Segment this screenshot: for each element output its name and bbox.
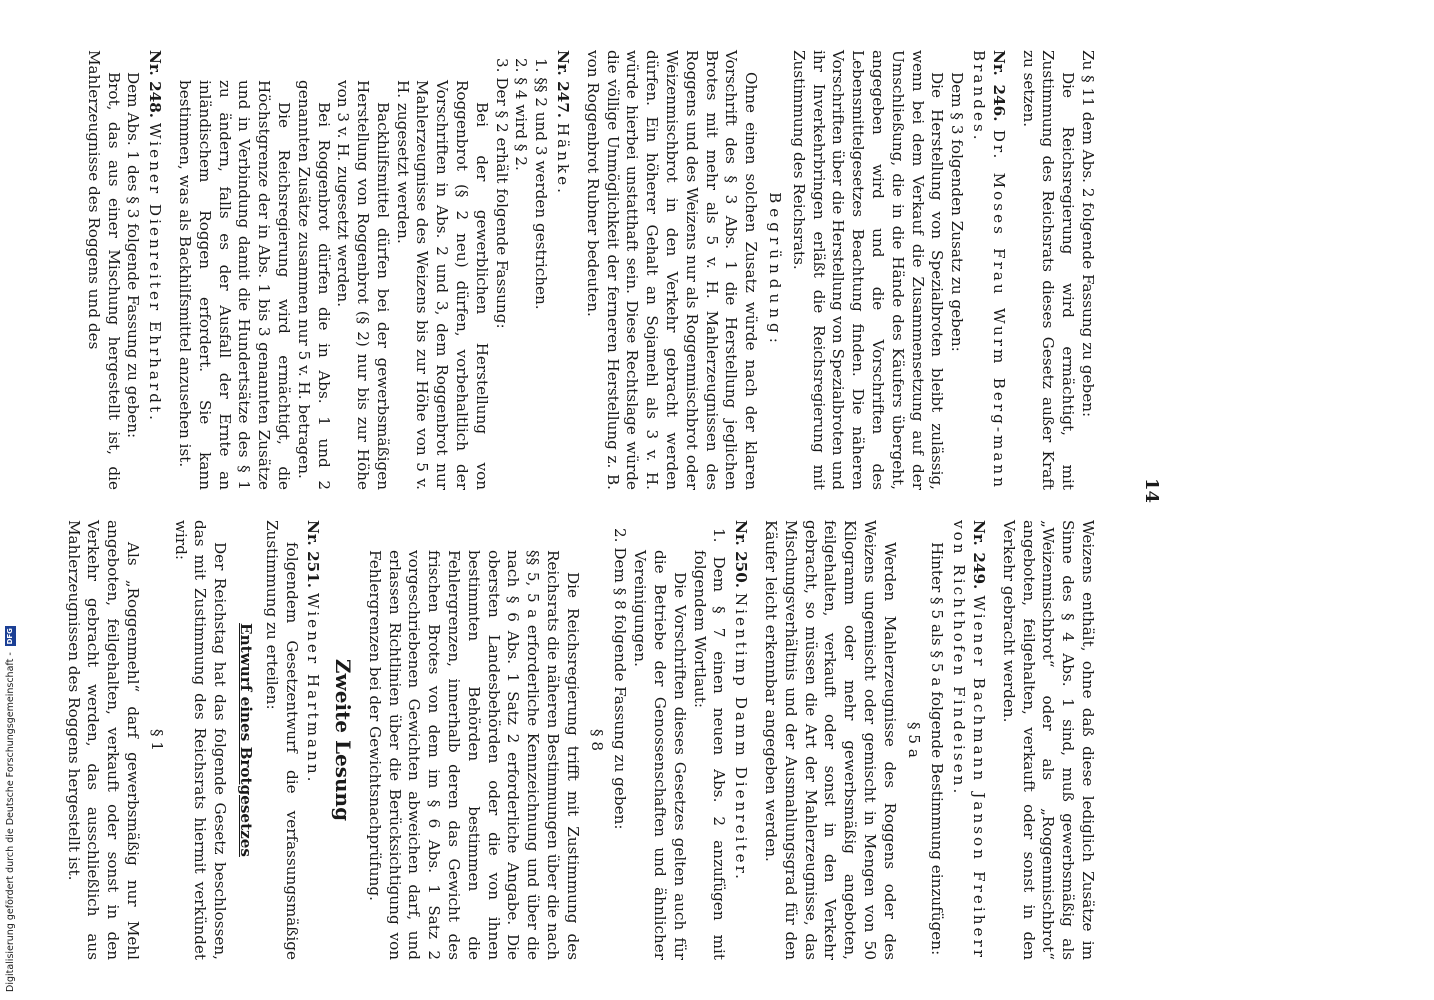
second-reading-heading: Zweite Lesung	[331, 658, 356, 822]
motion-authors: Hänke.	[554, 122, 573, 196]
continued-body: Weizens enthält, ohne daß diese lediglich Zusätze im Sinne des § 4 Abs. 1 sind, muß gewerbsmäßig als „Weizenmischbrot“ oder als „Roggenmischbrot“ angeboten, feilgehalten, verkauft oder sonst in den Verkehr gebracht werden.	[999, 520, 1097, 960]
motion-251-lead: folgendem Gesetzentwurf die verfassungsmäßige Zustimmung zu erteilen:	[262, 520, 301, 960]
intro-instruction: Zu § 11 dem Abs. 2 folgende Fassung zu geben:	[1079, 50, 1097, 418]
motion-247-item-3-para: Bei Roggenbrot dürfen die in Abs. 1 und 2 genannten Zusätze zusammen nur 5 v. H. betragen.	[294, 80, 333, 490]
motion-246-reason-title: Begründung:	[766, 192, 785, 348]
left-column	[83, 50, 1097, 490]
motion-249-body: Werden Mahlerzeugnisse des Roggens oder des Weizens ungemischt oder gemischt in Mengen von 50 Kilogramm oder mehr gewerbsmäßig angeboten, feilgehalten, verkauft oder sonst in den Verkehr gebracht, so müssen die Art der Mahlerzeugnisse, das Mischungsverhältnis und der Ausmahlungsgrad für den Käufer leicht erkennbar angegeben werden.	[762, 520, 899, 960]
motion-authors: Wiener Hartmann.	[304, 592, 323, 785]
motion-247-heading	[552, 50, 572, 490]
digitization-credit	[0, 0, 20, 1000]
motion-authors: Nientimp Damm Dienreiter.	[732, 592, 751, 882]
motion-250-heading	[730, 520, 750, 960]
motion-250-item-1: 1. Dem § 7 einen neuen Abs. 2 anzufügen mit folgendem Wortlaut:	[690, 528, 729, 960]
draft-law-body: Der Reichstag hat das folgende Gesetz beschlossen, das mit Zustimmung des Reichsrats hiermit verkündet wird:	[171, 520, 230, 960]
motion-249-lead: Hinter § 5 als § 5 a folgende Bestimmung einzufügen:	[928, 542, 947, 956]
motion-number: Nr. 246.	[989, 50, 1008, 122]
motion-246-reason-body: Ohne einen solchen Zusatz würde nach der klaren Vorschrift des § 3 Abs. 1 die Herstellung jeglichen Brotes mit mehr als 5 v. H. Mahlerzeugnissen des Roggens und des Weizens nur als Roggenmischbrot oder Weizenmischbrot in den Verkehr gebracht werden dürfen. Ein höherer Gehalt an Sojamehl als 3 v. H. würde hierbei unstatthaft sein. Diese Rechtslage würde die völlige Unmöglichkeit der ferneren Herstellung z. B. von Roggenbrot Rubner bedeuten.	[583, 50, 761, 490]
motion-247-item-1: 1. §§ 2 und 3 werden gestrichen.	[532, 58, 551, 310]
motion-246-body: Die Herstellung von Spezialbroten bleibt zulässig, wenn bei dem Verkauf die Zusammensetzung auf der Umschließung, die in die Hände des Käufers übergeht, angegeben wird und die Vorschriften des Lebensmittelgesetzes Beachtung finden. Die näheren Vorschriften über die Herstellung von Spezialbroten und ihr Inverkehrbringen erläßt die Reichsregierung mit Zustimmung des Reichsrats.	[789, 50, 947, 490]
page-number: 14	[1141, 478, 1162, 504]
motion-251-heading	[303, 520, 323, 960]
motion-250-item-2-body: Die Reichsregierung trifft mit Zustimmung des Reichsrats die näheren Bestimmungen über die nach §§ 5, 5 a erforderliche Kennzeichnung und über die nach § 6 Abs. 1 Satz 2 erforderliche Angabe. Die obersten Landesbehörden oder die von ihnen bestimmten Behörden bestimmen die Fehlergrenzen, innerhalb deren das Gewicht des frischen Brotes von dem im § 6 Abs. 1 Satz 2 vorgeschriebenen Gewichten abweichen darf, und erlassen Richtlinien über die Berücksichtigung von Fehlergrenzen bei der Gewichtsnachprüfung.	[365, 550, 582, 960]
draft-law-section-body: Als „Roggenmehl“ darf gewerbsmäßig nur Mehl angeboten, feilgehalten, verkauft oder sonst in den Verkehr gebracht werden, das ausschließlich aus Mahlerzeugnissen des Roggens hergestellt ist.	[64, 520, 142, 960]
motion-number: Nr. 250.	[732, 520, 751, 589]
digitization-credit-text: Digitalisierung gefördert durch die Deutsche Forschungsgemeinschaft -	[4, 652, 16, 992]
motion-250-section: § 8	[587, 728, 606, 752]
motion-248-body: Brot, das aus einer Mischung hergestellt ist, die Mahlerzeugnisse des Roggens und des	[84, 50, 123, 490]
motion-number: Nr. 247.	[554, 50, 573, 119]
motion-authors: Wiener Bachmann Janson Freiherr von Richthofen Findeisen.	[950, 520, 989, 960]
motion-248-heading	[144, 50, 164, 490]
motion-249-section: § 5 a	[904, 722, 923, 758]
motion-248-lead: Dem Abs. 1 des § 3 folgende Fassung zu geben:	[124, 72, 143, 439]
motion-246-lead: Dem § 3 folgenden Zusatz zu geben:	[948, 72, 967, 352]
motion-247-item-3-para: Backhilfsmittel dürfen bei der gewerbsmäßigen Herstellung von Roggenbrot (§ 2) nur bis zur Höhe von 3 v. H. zugesetzt werden.	[334, 80, 392, 490]
draft-law-section: § 1	[147, 728, 166, 752]
motion-authors: Dr. Moses Frau Wurm Berg-mann Brandes.	[970, 50, 1008, 490]
motion-247-item-3: 3. Der § 2 erhält folgende Fassung:	[492, 58, 511, 329]
draft-law-title: Entwurf eines Brotgesetzes	[236, 623, 255, 857]
motion-authors: Wiener Dienreiter Ehrhardt.	[146, 122, 165, 423]
motion-number: Nr. 249.	[970, 520, 989, 590]
motion-number: Nr. 251.	[304, 520, 323, 589]
motion-247-item-2: 2. § 4 wird § 2.	[512, 58, 531, 171]
motion-247-item-3-para: Die Reichsregierung wird ermächtigt, die Höchstgrenze der in Abs. 1 bis 3 genannten Zusätze und in Verbindung damit die Hundertsätze des § 1 zu ändern, falls es der Ausfall der Ernte an inländischem Roggen erfordert. Sie kann bestimmen, was als Backhilfsmittel anzusehen ist.	[175, 80, 293, 490]
motion-250-item-2: 2. Dem § 8 folgende Fassung zu geben:	[611, 528, 630, 830]
right-column	[63, 520, 1097, 960]
motion-250-item-1-body: Die Vorschriften dieses Gesetzes gelten auch für die Betriebe der Genossenschaften und ähnlicher Vereinigungen.	[631, 550, 689, 960]
motion-249-heading	[948, 520, 988, 960]
dfg-logo-icon: DFG	[5, 628, 14, 645]
motion-246-heading	[968, 50, 1008, 490]
intro-body: Die Reichsregierung wird ermächtigt, mit Zustimmung des Reichsrats dieses Gesetz außer Kraft zu setzen.	[1019, 50, 1078, 490]
motion-number: Nr. 248.	[146, 50, 165, 119]
motion-247-item-3-para: Bei der gewerblichen Herstellung von Roggenbrot (§ 2 neu) dürfen, vorbehaltlich der Vorschriften in Abs. 2 und 3, dem Roggenbrot nur Mahlerzeugnisse des Weizens bis zur Höhe von 5 v. H. zugesetzt werden.	[393, 80, 491, 490]
